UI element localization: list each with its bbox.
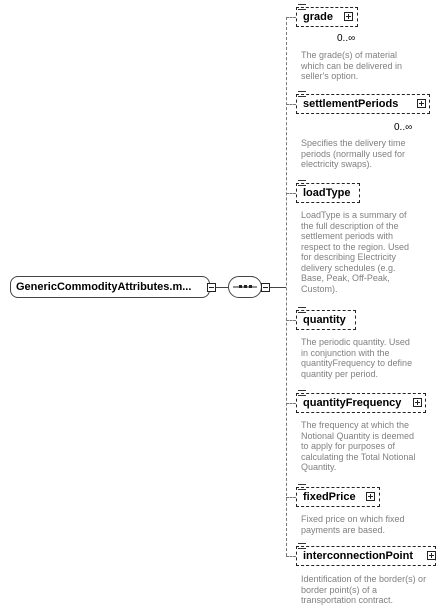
branch-line bbox=[286, 556, 296, 557]
element-settlementPeriods-label: settlementPeriods bbox=[303, 98, 399, 110]
expand-interconnectionPoint-icon[interactable] bbox=[427, 551, 436, 560]
loadType-description: LoadType is a summary of the full description of the settlement periods with respect to the region. Used for describing Electricity delivery schedules (e.g. Base, Peak, Off-Peak, Custom). bbox=[301, 210, 410, 294]
element-grade-marker bbox=[298, 4, 306, 10]
element-loadType-marker bbox=[298, 180, 306, 186]
branch-line bbox=[286, 17, 296, 18]
element-quantityFrequency-marker bbox=[298, 390, 306, 396]
root-element[interactable] bbox=[10, 276, 210, 298]
grade-multiplicity: 0..∞ bbox=[337, 33, 356, 44]
element-quantity-label: quantity bbox=[303, 314, 346, 326]
sequence-connector bbox=[270, 287, 286, 288]
element-fixedPrice-marker bbox=[298, 484, 306, 490]
element-quantityFrequency-label: quantityFrequency bbox=[303, 397, 402, 409]
expand-grade-icon[interactable] bbox=[344, 12, 353, 21]
element-grade-label: grade bbox=[303, 11, 333, 23]
branch-line bbox=[286, 497, 296, 498]
collapse-root-icon[interactable] bbox=[207, 283, 216, 292]
branch-line bbox=[286, 104, 296, 105]
collapse-sequence-icon[interactable] bbox=[261, 283, 270, 292]
children-trunk bbox=[286, 17, 287, 556]
sequence-compositor[interactable] bbox=[228, 276, 262, 298]
element-interconnectionPoint-label: interconnectionPoint bbox=[303, 550, 413, 562]
settlementPeriods-multiplicity: 0..∞ bbox=[394, 122, 413, 133]
expand-quantityFrequency-icon[interactable] bbox=[413, 398, 422, 407]
element-loadType[interactable] bbox=[296, 183, 360, 203]
element-settlementPeriods[interactable] bbox=[296, 94, 430, 114]
expand-fixedPrice-icon[interactable] bbox=[366, 492, 375, 501]
root-connector bbox=[216, 287, 228, 288]
element-interconnectionPoint[interactable] bbox=[296, 546, 436, 566]
sequence-icon bbox=[228, 276, 262, 298]
branch-line bbox=[286, 193, 296, 194]
branch-line bbox=[286, 403, 296, 404]
element-interconnectionPoint-marker bbox=[298, 543, 306, 549]
branch-line bbox=[286, 320, 296, 321]
element-quantity[interactable] bbox=[296, 310, 356, 330]
expand-settlementPeriods-icon[interactable] bbox=[417, 99, 426, 108]
settlementPeriods-description: Specifies the delivery time periods (normally used for electricity swaps). bbox=[301, 138, 406, 169]
quantity-description: The periodic quantity. Used in conjunction with the quantityFrequency to define quantity per period. bbox=[301, 337, 413, 379]
element-fixedPrice-label: fixedPrice bbox=[303, 491, 356, 503]
root-element-label: GenericCommodityAttributes.m... bbox=[16, 281, 192, 293]
element-quantityFrequency[interactable] bbox=[296, 393, 426, 413]
quantityFrequency-description: The frequency at which the Notional Quantity is deemed to apply for purposes of calculating the Total Notional Quantity. bbox=[301, 420, 416, 472]
element-loadType-label: loadType bbox=[303, 187, 351, 199]
grade-description: The grade(s) of material which can be delivered in seller's option. bbox=[301, 50, 403, 81]
element-settlementPeriods-marker bbox=[298, 91, 306, 97]
interconnectionPoint-description: Identification of the border(s) or border point(s) of a transportation contract. bbox=[301, 574, 427, 605]
element-quantity-marker bbox=[298, 307, 306, 313]
fixedPrice-description: Fixed price on which fixed payments are based. bbox=[301, 514, 405, 535]
